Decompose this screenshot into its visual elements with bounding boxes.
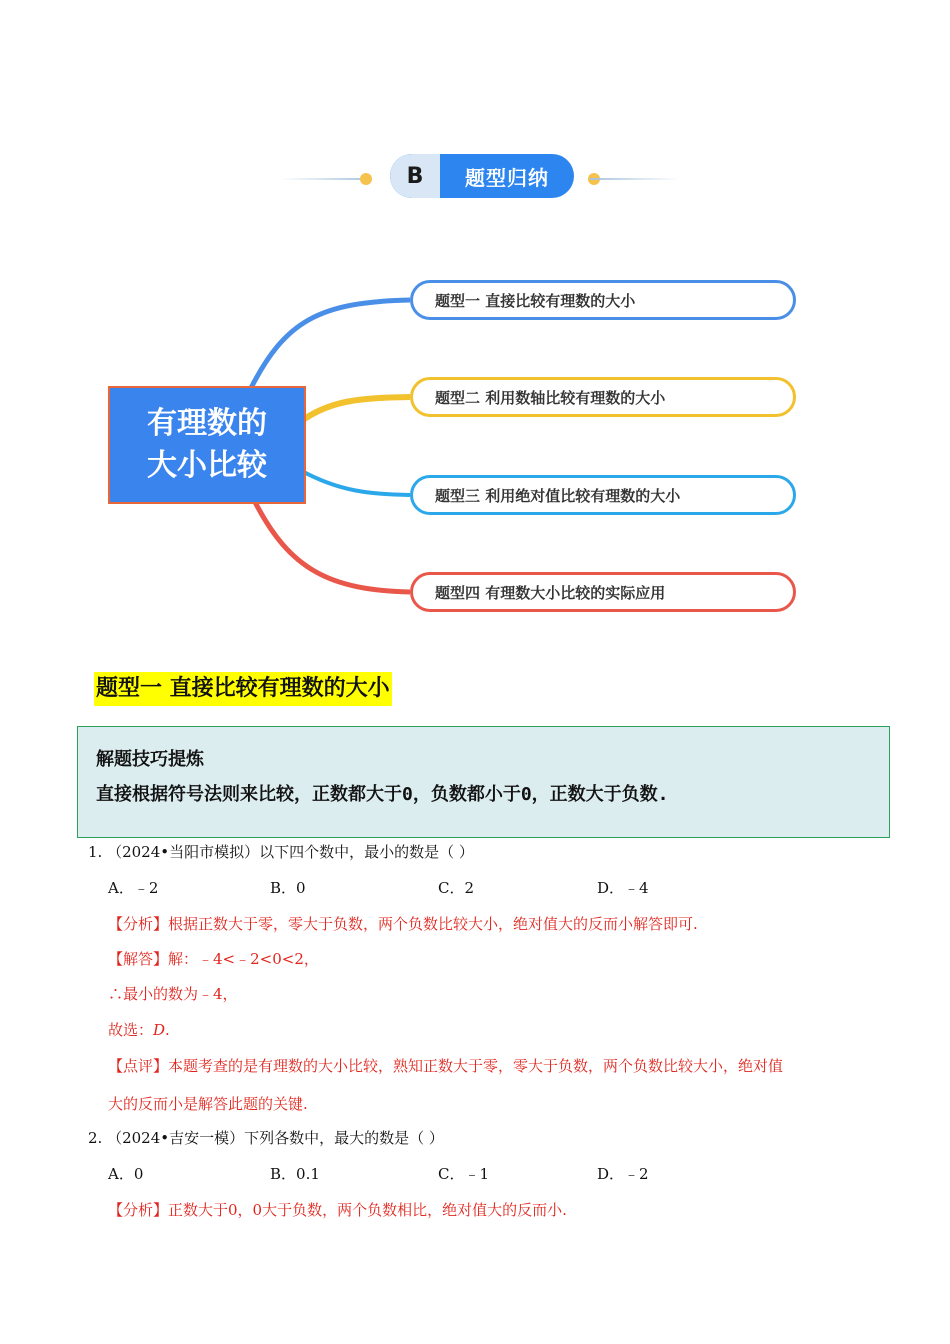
mind-map-branch-3: 题型三 利用绝对值比较有理数的大小 (410, 475, 796, 515)
q2-analysis: 【分析】正数大于0，0大于负数，两个负数相比，绝对值大的反而小. (108, 1201, 567, 1219)
badge-letter: B (390, 154, 440, 198)
q1-comment-line-2: 大的反而小是解答此题的关键. (108, 1095, 308, 1113)
q1-choose-suffix: . (165, 1021, 170, 1039)
q1-answer: 【解答】解：﹣4<﹣2<0<2， (108, 950, 319, 968)
connector-branch-1 (250, 300, 410, 390)
q2-option-a: A．0 (108, 1165, 144, 1183)
badge-right-line (590, 178, 680, 180)
q1-analysis: 【分析】根据正数大于零，零大于负数，两个负数比较大小，绝对值大的反而小解答即可. (108, 915, 698, 933)
mind-map-branch-2: 题型二 利用数轴比较有理数的大小 (410, 377, 796, 417)
q1-therefore: ∴最小的数为﹣4， (108, 985, 238, 1003)
tip-box (77, 726, 890, 838)
section-heading: 题型一 直接比较有理数的大小 (94, 672, 392, 706)
q2-option-d: D．﹣2 (597, 1165, 649, 1183)
mind-map-branch-4: 题型四 有理数大小比较的实际应用 (410, 572, 796, 612)
badge-title: 题型归纳 (465, 165, 549, 190)
tip-title: 解题技巧提炼 (96, 749, 204, 770)
badge-left-line (280, 178, 370, 180)
tip-body: 直接根据符号法则来比较，正数都大于0，负数都小于0，正数大于负数. (96, 784, 669, 805)
section-badge (270, 150, 690, 206)
q2-option-c: C．﹣1 (438, 1165, 490, 1183)
question-1-stem: 1. （2024•当阳市模拟）以下四个数中，最小的数是（ ） (88, 843, 474, 861)
mind-map (0, 270, 950, 630)
connector-branch-3 (300, 470, 410, 495)
q1-choose-letter: D (153, 1021, 166, 1039)
q1-option-b: B．0 (270, 879, 306, 897)
question-2-stem: 2. （2024•吉安一模）下列各数中，最大的数是（ ） (88, 1129, 444, 1147)
q1-option-c: C．2 (438, 879, 475, 897)
mind-map-root (108, 386, 306, 504)
connector-branch-4 (255, 502, 410, 592)
q1-option-d: D．﹣4 (597, 879, 649, 897)
badge-pill (390, 154, 574, 198)
q1-comment-line-1: 【点评】本题考查的是有理数的大小比较，熟知正数大于零，零大于负数，两个负数比较大小，绝对值 (108, 1057, 784, 1075)
q1-option-a: A．﹣2 (108, 879, 159, 897)
root-line-2: 大小比较 (147, 448, 267, 483)
q1-choose-prefix: 故选： (108, 1021, 154, 1039)
mind-map-branch-1: 题型一 直接比较有理数的大小 (410, 280, 796, 320)
root-line-1: 有理数的 (147, 406, 267, 441)
q2-option-b: B．0.1 (270, 1165, 320, 1183)
badge-left-dot (360, 173, 372, 185)
q1-choose (108, 1019, 170, 1041)
connector-branch-2 (300, 397, 410, 422)
